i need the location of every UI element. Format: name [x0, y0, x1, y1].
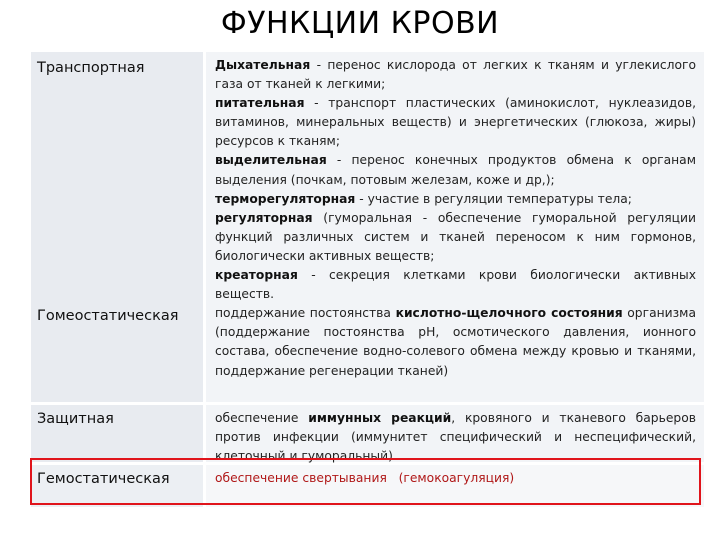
transport-item-regulatory: регуляторная (гуморальная - обеспечение гуморальной регуляции функций различных систем и тканей переносом к ним гормонов, биологически активных веществ;	[215, 210, 696, 263]
transport-item-excretory: выделительная - перенос конечных продуктов обмена к органам выделения (почкам, потовым железам, коже и др,);	[215, 153, 696, 187]
homeostatic-description: поддержание постоянства кислотно-щелочного состояния организма (поддержание постоянства рН, осмотического давления, ионного состава, обеспечение водно-солевого обмена между кровью и тканями, поддержание регенерации тканей)	[215, 306, 696, 378]
hemostatic-description: обеспечение свертывания (гемокоагуляция)	[215, 471, 515, 485]
transport-item-respiratory: Дыхательная - перенос кислорода от легких к тканям и углекислого газа от тканей к легкими;	[215, 58, 696, 92]
label-hemostatic: Гемостатическая	[37, 471, 170, 487]
transport-item-creatory: креаторная - секреция клетками крови биологически активных веществ.	[215, 268, 696, 302]
label-transport: Транспортная	[37, 60, 145, 76]
row-protective-label-cell	[31, 405, 203, 462]
transport-item-thermoregulatory: терморегуляторная - участие в регуляции температуры тела;	[215, 191, 632, 206]
row-hemostatic-content-cell	[206, 465, 704, 507]
blood-functions-table	[31, 52, 704, 507]
page-title: ФУНКЦИИ КРОВИ	[220, 6, 500, 41]
label-protective: Защитная	[37, 411, 114, 427]
transport-item-nutritive: питательная - транспорт пластических (аминокислот, нуклеазидов, витаминов, минеральных веществ) и энергетических (глюкоза, жиры) ресурсов к тканям;	[215, 96, 696, 149]
row-transport-label-cell	[31, 52, 203, 402]
row-hemostatic-label-cell	[31, 465, 203, 507]
row-transport-content-cell	[206, 52, 704, 402]
protective-description: обеспечение иммунных реакций, кровяного и тканевого барьеров против инфекции (иммунитет специфический и неспецифический, клеточный и гуморальный)	[215, 411, 696, 464]
row-protective-content-cell	[206, 405, 704, 462]
label-homeostatic: Гомеостатическая	[37, 308, 179, 324]
